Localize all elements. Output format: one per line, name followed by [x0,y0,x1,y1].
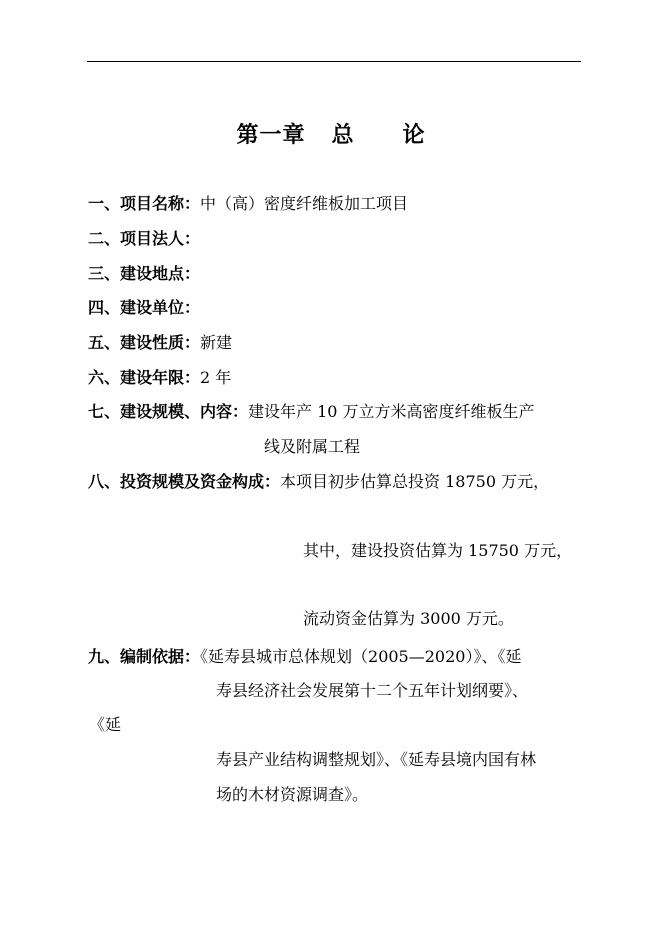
item-scale-cont: 线及附属工程 [264,437,361,456]
item-label: 四、建设单位： [88,298,201,317]
item-legal-person [88,229,200,249]
item-label: 七、建设规模、内容： [88,402,249,421]
item-basis [88,647,521,667]
item-project-name [88,194,408,214]
item-value: 新建 [200,333,233,352]
item-basis-cont2: 《延 [89,715,122,734]
item-label: 三、建设地点： [88,264,201,283]
chapter-number: 第一章 [236,122,306,148]
item-investment-cont: 其中，建设投资估算为 15750 万元， [303,541,573,560]
item-label: 九、编制依据： [88,647,201,666]
item-scale [88,402,535,422]
chapter-title-word-2: 论 [402,122,426,148]
item-label: 一、项目名称： [88,194,201,213]
item-value: 《延寿县城市总体规划（2005—2020）》、《延 [200,647,522,666]
item-period [88,368,231,388]
item-value: 本项目初步估算总投资 18750 万元， [280,472,550,491]
item-investment-cont2: 流动资金估算为 3000 万元。 [303,609,514,628]
item-value: 建设年产 10 万立方米高密度纤维板生产 [248,402,535,421]
chapter-title [0,118,662,149]
item-basis-cont4: 场的木材资源调查》。 [216,785,369,804]
header-rule [87,61,581,62]
chapter-title-word-1: 总 [331,122,355,148]
item-value: 2 年 [200,368,232,387]
item-location [88,264,200,284]
item-basis-cont3: 寿县产业结构调整规划》、《延寿县境内国有林 [216,750,537,769]
item-label: 二、项目法人： [88,229,201,248]
item-investment [88,472,549,492]
item-label: 五、建设性质： [88,333,201,352]
item-unit [88,298,200,318]
item-label: 六、建设年限： [88,368,201,387]
item-nature [88,333,232,353]
item-basis-cont: 寿县经济社会发展第十二个五年计划纲要》、 [216,681,529,700]
item-value: 中（高）密度纤维板加工项目 [200,194,409,213]
item-label: 八、投资规模及资金构成： [88,472,281,491]
